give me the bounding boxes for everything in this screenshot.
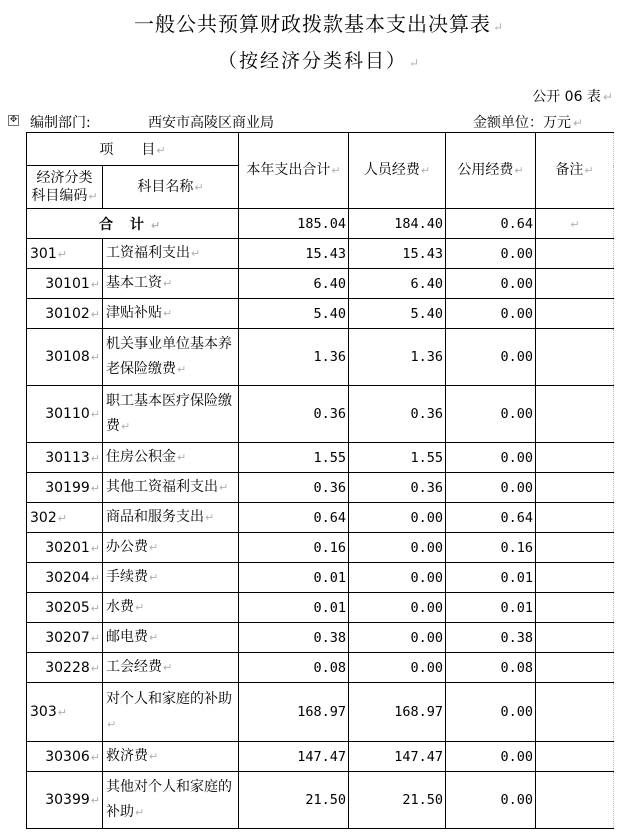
note-cell bbox=[536, 653, 614, 683]
amount-public: 0.00 bbox=[446, 772, 536, 829]
note-cell bbox=[536, 563, 614, 593]
subject-name: 工会经费 bbox=[106, 659, 162, 675]
subject-name-cell bbox=[103, 563, 239, 593]
econ-code: 301 bbox=[30, 245, 57, 262]
note-cell bbox=[536, 772, 614, 829]
amount-total: 1.36 bbox=[239, 329, 349, 386]
paragraph-mark-icon: ↵ bbox=[121, 420, 131, 433]
amount-public: 0.00 bbox=[446, 329, 536, 386]
paragraph-mark-icon: ↵ bbox=[408, 56, 420, 70]
note-cell bbox=[536, 683, 614, 742]
paragraph-mark-icon: ↵ bbox=[90, 351, 100, 364]
total-row bbox=[27, 209, 614, 239]
header-total-text: 本年支出合计 bbox=[246, 162, 331, 178]
note-cell bbox=[536, 386, 614, 443]
paragraph-mark-icon: ↵ bbox=[90, 631, 100, 645]
paragraph-mark-icon: ↵ bbox=[90, 794, 100, 807]
paragraph-mark-icon: ↵ bbox=[149, 541, 159, 554]
econ-code-cell bbox=[27, 533, 103, 563]
econ-code: 30108 bbox=[45, 349, 90, 365]
table-row bbox=[27, 386, 614, 443]
paragraph-mark-icon: ↵ bbox=[492, 20, 504, 34]
paragraph-mark-icon: ↵ bbox=[149, 631, 159, 644]
paragraph-mark-icon: ↵ bbox=[191, 247, 201, 260]
header-econ-code bbox=[27, 166, 103, 209]
table-row bbox=[27, 443, 614, 473]
note-cell bbox=[536, 443, 614, 473]
subject-name: 水费 bbox=[106, 599, 134, 615]
form-code bbox=[532, 86, 613, 106]
subject-name: 对个人和家庭的补助 bbox=[106, 691, 232, 707]
amount-public: 0.01 bbox=[446, 563, 536, 593]
amount-public: 0.38 bbox=[446, 623, 536, 653]
total-label bbox=[27, 209, 239, 239]
econ-code-cell bbox=[27, 329, 103, 386]
subject-name: 住房公积金 bbox=[106, 449, 176, 465]
econ-code: 30204 bbox=[45, 569, 90, 586]
table-row bbox=[27, 623, 614, 653]
table-row bbox=[27, 742, 614, 772]
amount-total: 0.01 bbox=[239, 563, 349, 593]
paragraph-mark-icon: ↵ bbox=[90, 601, 100, 615]
table-row bbox=[27, 269, 614, 299]
amount-public: 0.00 bbox=[446, 299, 536, 329]
econ-code: 30201 bbox=[45, 539, 90, 556]
amount-personnel: 6.40 bbox=[349, 269, 446, 299]
amount-total: 5.40 bbox=[239, 299, 349, 329]
paragraph-mark-icon: ↵ bbox=[163, 277, 173, 290]
note-cell bbox=[536, 239, 614, 269]
note-cell bbox=[536, 503, 614, 533]
amount-total: 21.50 bbox=[239, 772, 349, 829]
table-row bbox=[27, 533, 614, 563]
econ-code-cell bbox=[27, 653, 103, 683]
paragraph-mark-icon: ↵ bbox=[602, 90, 613, 104]
amount-personnel: 1.36 bbox=[349, 329, 446, 386]
subject-name: 津贴补贴 bbox=[106, 305, 162, 321]
econ-code-cell bbox=[27, 742, 103, 772]
table-row bbox=[27, 473, 614, 503]
amount-personnel: 168.97 bbox=[349, 683, 446, 742]
subject-name: 工资福利支出 bbox=[106, 245, 190, 261]
amount-total: 6.40 bbox=[239, 269, 349, 299]
econ-code-cell bbox=[27, 269, 103, 299]
header-row-top bbox=[27, 133, 614, 166]
paragraph-mark-icon: ↵ bbox=[57, 247, 67, 261]
note-cell bbox=[536, 299, 614, 329]
subject-name-cell bbox=[103, 503, 239, 533]
subject-name-cell bbox=[103, 239, 239, 269]
note-cell bbox=[536, 623, 614, 653]
paragraph-mark-icon: ↵ bbox=[90, 451, 100, 465]
paragraph-mark-icon: ↵ bbox=[573, 116, 584, 130]
amount-total: 0.08 bbox=[239, 653, 349, 683]
document-subtitle bbox=[0, 46, 637, 73]
amount-public: 0.16 bbox=[446, 533, 536, 563]
note-cell bbox=[536, 533, 614, 563]
paragraph-mark-icon: ↵ bbox=[194, 180, 204, 194]
econ-code-cell bbox=[27, 386, 103, 443]
econ-code: 30101 bbox=[45, 275, 90, 292]
unit-label-text: 金额单位：万元 bbox=[473, 115, 571, 131]
amount-total: 15.43 bbox=[239, 239, 349, 269]
paragraph-mark-icon: ↵ bbox=[90, 481, 100, 495]
subject-name: 邮电费 bbox=[106, 629, 148, 645]
subject-name-cell bbox=[103, 329, 239, 386]
subject-name-cell bbox=[103, 473, 239, 503]
subject-name-cell bbox=[103, 269, 239, 299]
amount-total: 0.01 bbox=[239, 593, 349, 623]
amount-public: 0.64 bbox=[446, 503, 536, 533]
expenditure-table-grid bbox=[26, 132, 614, 829]
document-title bbox=[0, 8, 637, 37]
subject-name-cell bbox=[103, 299, 239, 329]
note-cell bbox=[536, 473, 614, 503]
header-personnel-text: 人员经费 bbox=[363, 162, 420, 178]
paragraph-mark-icon: ↵ bbox=[163, 307, 173, 320]
amount-total: 0.38 bbox=[239, 623, 349, 653]
subject-name: 办公费 bbox=[106, 539, 148, 555]
econ-code-cell bbox=[27, 503, 103, 533]
paragraph-mark-icon: ↵ bbox=[219, 481, 229, 494]
paragraph-mark-icon: ↵ bbox=[88, 189, 98, 203]
paragraph-mark-icon: ↵ bbox=[90, 307, 100, 321]
header-total bbox=[239, 133, 349, 209]
amount-public: 0.00 bbox=[446, 269, 536, 299]
amount-personnel: 0.36 bbox=[349, 386, 446, 443]
paragraph-mark-icon: ↵ bbox=[57, 511, 67, 525]
amount-total: 0.64 bbox=[239, 503, 349, 533]
amount-personnel: 147.47 bbox=[349, 742, 446, 772]
subject-name: 救济费 bbox=[106, 748, 148, 764]
subject-name: 其他对个人和家庭的补助 bbox=[106, 779, 232, 820]
paragraph-mark-icon: ↵ bbox=[177, 451, 187, 464]
subject-name-cell bbox=[103, 593, 239, 623]
econ-code: 30102 bbox=[45, 305, 90, 322]
econ-code: 30199 bbox=[45, 479, 90, 496]
paragraph-mark-icon: ↵ bbox=[150, 218, 167, 232]
paragraph-mark-icon: ↵ bbox=[331, 164, 341, 177]
subject-name-cell bbox=[103, 623, 239, 653]
header-personnel bbox=[349, 133, 446, 209]
amount-public: 0.00 bbox=[446, 239, 536, 269]
subject-name: 商品和服务支出 bbox=[106, 509, 204, 525]
info-bar bbox=[8, 112, 608, 130]
subject-name-cell bbox=[103, 533, 239, 563]
subject-name: 职工基本医疗保险缴费 bbox=[106, 393, 232, 434]
econ-code: 30399 bbox=[45, 792, 90, 808]
econ-code-cell bbox=[27, 623, 103, 653]
econ-code-cell bbox=[27, 563, 103, 593]
amount-total: 0.36 bbox=[239, 473, 349, 503]
subject-name: 基本工资 bbox=[106, 275, 162, 291]
header-subject-name bbox=[103, 166, 239, 209]
econ-code-cell bbox=[27, 443, 103, 473]
subject-name-cell bbox=[103, 683, 239, 742]
amount-personnel: 0.00 bbox=[349, 503, 446, 533]
total-amount: 185.04 bbox=[239, 209, 349, 239]
unit-label bbox=[473, 112, 583, 132]
econ-code: 30306 bbox=[45, 748, 90, 765]
paragraph-mark-icon: ↵ bbox=[149, 750, 159, 763]
paragraph-mark-icon: ↵ bbox=[420, 164, 431, 177]
econ-code: 30228 bbox=[45, 659, 90, 676]
amount-total: 0.36 bbox=[239, 386, 349, 443]
paragraph-mark-icon: ↵ bbox=[107, 718, 117, 731]
subject-name-cell bbox=[103, 772, 239, 829]
table-row bbox=[27, 503, 614, 533]
amount-public: 0.00 bbox=[446, 386, 536, 443]
table-row bbox=[27, 683, 614, 742]
dept-label: 编制部门: bbox=[30, 115, 91, 131]
paragraph-mark-icon: ↵ bbox=[57, 706, 67, 719]
paragraph-mark-icon: ↵ bbox=[205, 511, 215, 524]
table-row bbox=[27, 239, 614, 269]
amount-personnel: 0.36 bbox=[349, 473, 446, 503]
paragraph-mark-icon: ↵ bbox=[177, 363, 187, 376]
econ-code: 303 bbox=[30, 704, 57, 720]
subtitle-text: （按经济分类科目） bbox=[217, 50, 407, 72]
header-econ-code-text: 经济分类 科目编码 bbox=[31, 169, 93, 204]
table-row bbox=[27, 772, 614, 829]
note-cell bbox=[536, 593, 614, 623]
expenditure-table bbox=[26, 132, 614, 829]
title-text: 一般公共预算财政拨款基本支出决算表 bbox=[133, 12, 491, 36]
note-cell bbox=[536, 742, 614, 772]
header-subject-name-text: 科目名称 bbox=[137, 178, 194, 195]
subject-name-cell bbox=[103, 386, 239, 443]
paragraph-mark-icon: ↵ bbox=[584, 164, 594, 177]
amount-public: 0.00 bbox=[446, 683, 536, 742]
econ-code: 30113 bbox=[45, 449, 90, 466]
paragraph-mark-icon: ↵ bbox=[90, 541, 100, 555]
paragraph-mark-icon: ↵ bbox=[90, 277, 100, 291]
paragraph-mark-icon: ↵ bbox=[90, 571, 100, 585]
amount-personnel: 5.40 bbox=[349, 299, 446, 329]
econ-code-cell bbox=[27, 772, 103, 829]
table-row bbox=[27, 593, 614, 623]
amount-personnel: 0.00 bbox=[349, 623, 446, 653]
subject-name-cell bbox=[103, 443, 239, 473]
paragraph-mark-icon: ↵ bbox=[90, 750, 100, 764]
econ-code: 30110 bbox=[45, 406, 90, 422]
econ-code: 302 bbox=[30, 509, 57, 526]
form-code-text: 公开 06 表 bbox=[532, 89, 601, 105]
total-public: 0.64 bbox=[446, 209, 536, 239]
header-note bbox=[536, 133, 614, 209]
paragraph-mark-icon: ↵ bbox=[514, 164, 524, 177]
paragraph-mark-icon: ↵ bbox=[135, 806, 145, 819]
paragraph-mark-icon: ↵ bbox=[90, 408, 100, 421]
amount-total: 168.97 bbox=[239, 683, 349, 742]
econ-code-cell bbox=[27, 473, 103, 503]
paragraph-mark-icon: ↵ bbox=[90, 661, 100, 675]
header-item bbox=[27, 133, 239, 166]
table-row bbox=[27, 329, 614, 386]
amount-personnel: 1.55 bbox=[349, 443, 446, 473]
amount-personnel: 0.00 bbox=[349, 563, 446, 593]
amount-personnel: 0.00 bbox=[349, 533, 446, 563]
subject-name: 其他工资福利支出 bbox=[106, 479, 218, 495]
table-row bbox=[27, 299, 614, 329]
subject-name-cell bbox=[103, 742, 239, 772]
header-public-text: 公用经费 bbox=[457, 162, 514, 178]
amount-public: 0.01 bbox=[446, 593, 536, 623]
econ-code: 30207 bbox=[45, 629, 90, 646]
subject-name-cell bbox=[103, 653, 239, 683]
note-cell bbox=[536, 329, 614, 386]
paragraph-mark-icon: ↵ bbox=[156, 144, 166, 157]
dept-name: 西安市高陵区商业局 bbox=[148, 115, 274, 131]
total-label-text: 合 计 bbox=[98, 216, 150, 233]
amount-personnel: 21.50 bbox=[349, 772, 446, 829]
amount-total: 147.47 bbox=[239, 742, 349, 772]
subject-name: 机关事业单位基本养老保险缴费 bbox=[106, 336, 232, 377]
subject-name: 手续费 bbox=[106, 569, 148, 585]
amount-total: 1.55 bbox=[239, 443, 349, 473]
total-note bbox=[536, 209, 614, 239]
amount-personnel: 15.43 bbox=[349, 239, 446, 269]
paragraph-mark-icon: ↵ bbox=[149, 571, 159, 584]
econ-code-cell bbox=[27, 593, 103, 623]
amount-personnel: 0.00 bbox=[349, 593, 446, 623]
econ-code-cell bbox=[27, 683, 103, 742]
header-item-text: 项 目 bbox=[99, 142, 156, 158]
amount-public: 0.08 bbox=[446, 653, 536, 683]
header-public bbox=[446, 133, 536, 209]
total-personnel: 184.40 bbox=[349, 209, 446, 239]
paragraph-mark-icon: ↵ bbox=[135, 601, 145, 614]
paragraph-mark-icon: ↵ bbox=[570, 217, 580, 231]
header-note-text: 备注 bbox=[555, 162, 584, 178]
table-move-handle-icon[interactable]: ✥ bbox=[9, 115, 18, 125]
amount-public: 0.00 bbox=[446, 443, 536, 473]
table-row bbox=[27, 653, 614, 683]
econ-code: 30205 bbox=[45, 599, 90, 616]
econ-code-cell bbox=[27, 239, 103, 269]
note-cell bbox=[536, 269, 614, 299]
amount-personnel: 0.00 bbox=[349, 653, 446, 683]
amount-public: 0.00 bbox=[446, 473, 536, 503]
paragraph-mark-icon: ↵ bbox=[163, 661, 173, 674]
table-row bbox=[27, 563, 614, 593]
econ-code-cell bbox=[27, 299, 103, 329]
amount-total: 0.16 bbox=[239, 533, 349, 563]
amount-public: 0.00 bbox=[446, 742, 536, 772]
